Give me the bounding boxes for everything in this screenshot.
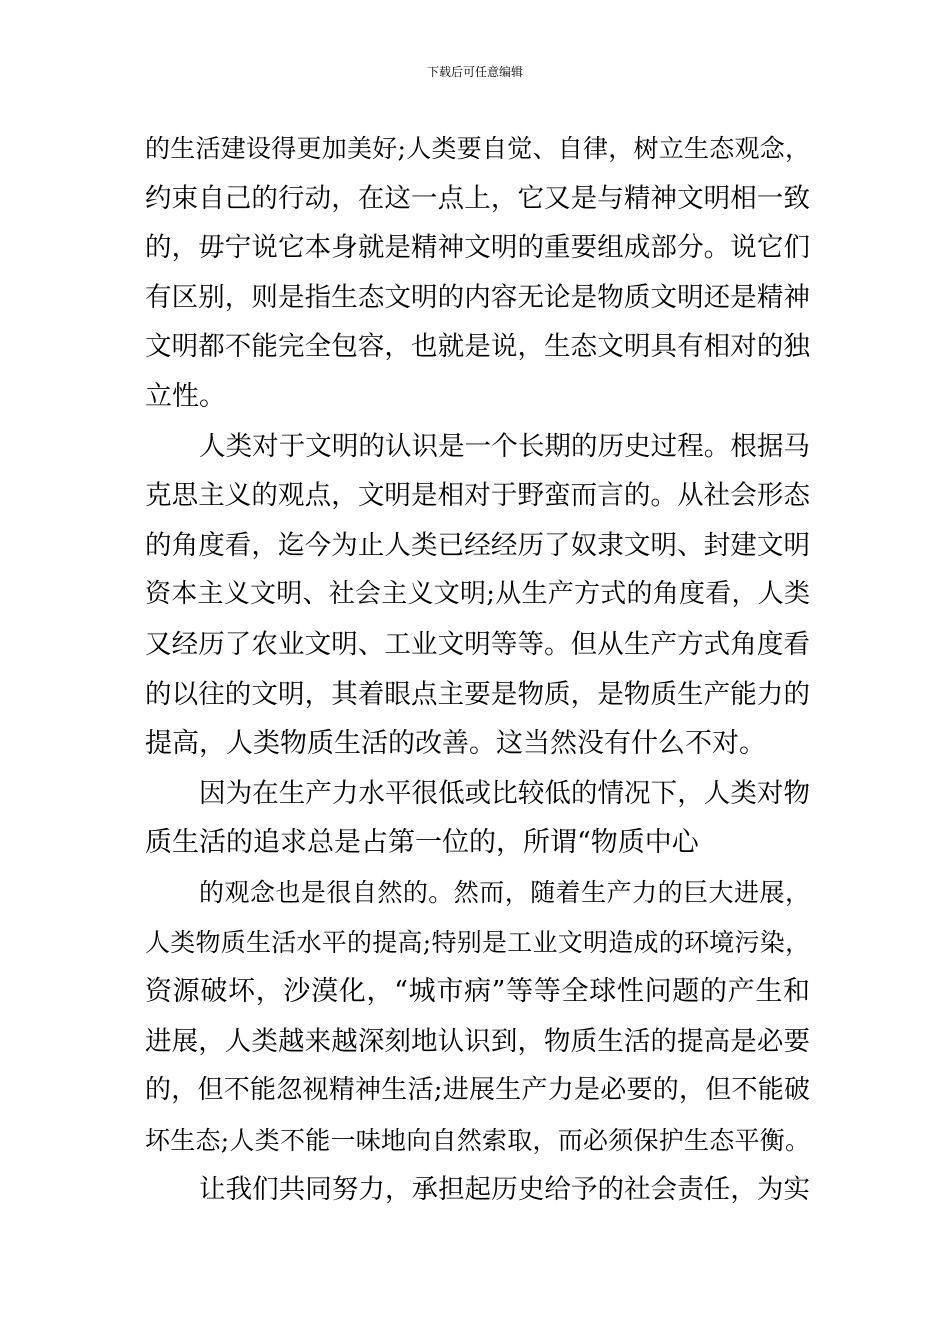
- page-header: 下载后可任意编辑: [426, 65, 523, 79]
- text-line: 资本主义文明、社会主义文明;从生产方式的角度看，人类: [145, 579, 810, 610]
- text-line: 文明都不能完全包容，也就是说，生态文明具有相对的独: [145, 331, 810, 363]
- text-line: 又经历了农业文明、工业文明等等。但从生产方式角度看: [145, 628, 810, 660]
- text-line: 提高，人类物质生活的改善。这当然没有什么不对。: [145, 728, 766, 760]
- text-line: 的观念也是很自然的。然而，随着生产力的巨大进展，: [199, 877, 810, 907]
- text-line: 资源破坏，沙漠化，“城市病”等等全球性问题的产生和: [145, 976, 810, 1008]
- text-line: 人类对于文明的认识是一个长期的历史过程。根据马: [199, 430, 810, 462]
- text-line: 人类物质生活水平的提高;特别是工业文明造成的环境污染，: [145, 927, 810, 957]
- text-line: 的，毋宁说它本身就是精神文明的重要组成部分。说它们: [145, 232, 810, 264]
- text-line: 的，但不能忽视精神生活;进展生产力是必要的，但不能破: [145, 1075, 810, 1106]
- text-line: 让我们共同努力，承担起历史给予的社会责任，为实: [199, 1174, 810, 1206]
- text-line: 克思主义的观点，文明是相对于野蛮而言的。从社会形态: [145, 480, 810, 512]
- text-line: 立性。: [145, 380, 226, 412]
- text-line: 约束自己的行动，在这一点上，它又是与精神文明相一致: [145, 182, 810, 214]
- text-line: 因为在生产力水平很低或比较低的情况下，人类对物: [199, 777, 810, 809]
- text-line: 的生活建设得更加美好;人类要自觉、自律，树立生态观念，: [145, 134, 810, 163]
- text-line: 坏生态;人类不能一味地向自然索取，而必须保护生态平衡。: [145, 1125, 810, 1155]
- text-line: 质生活的追求总是占第一位的，所谓“物质中心: [145, 827, 699, 859]
- text-line: 的以往的文明，其着眼点主要是物质，是物质生产能力的: [145, 678, 810, 710]
- document-body: [145, 124, 810, 1215]
- text-line: 进展，人类越来越深刻地认识到，物质生活的提高是必要: [145, 1025, 810, 1057]
- text-line: 的角度看，迄今为止人类已经经历了奴隶文明、封建文明: [145, 529, 810, 561]
- text-line: 有区别，则是指生态文明的内容无论是物质文明还是精神: [145, 281, 810, 313]
